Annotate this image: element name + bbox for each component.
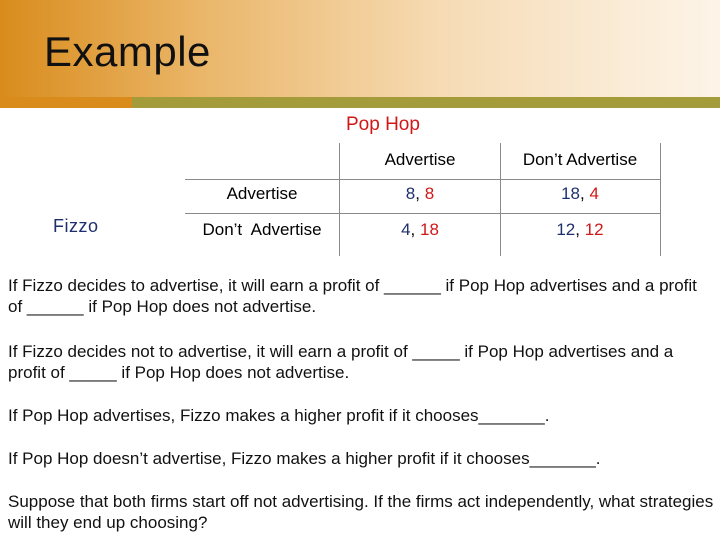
question-1: If Fizzo decides to advertise, it will earn a profit of ______ if Pop Hop advertises and a profit of ______ if Pop Hop does not advertise. [8,276,697,316]
title-underline-accent [132,97,720,108]
payoff-separator: , [415,184,425,203]
payoff-cell-dont-dont [500,220,660,240]
pophop-payoff: 4 [589,184,599,203]
row-header-dont-advertise: Don’t Advertise [202,220,322,239]
slide-title: Example [44,28,211,75]
fizzo-payoff: 18 [561,184,580,203]
column-header-advertise: Advertise [384,150,456,169]
column-player-label: Pop Hop [346,114,420,135]
payoff-separator: , [580,184,590,203]
pophop-payoff: 8 [424,184,435,203]
table-rule-top [185,179,660,180]
pophop-payoff: 12 [584,220,604,239]
question-5: Suppose that both firms start off not advertising. If the firms act independently, what strategies will they end up choosing? [8,492,714,532]
payoff-cell-advertise-dont [500,184,660,204]
fizzo-payoff: 8 [405,184,416,203]
pophop-payoff: 18 [420,220,439,239]
fizzo-payoff: 12 [556,220,576,239]
question-4: If Pop Hop doesn’t advertise, Fizzo makes a higher profit if it chooses_______. [8,449,601,468]
fizzo-payoff: 4 [401,220,411,239]
payoff-cell-dont-advertise [340,220,500,240]
payoff-cell-advertise-advertise [340,184,500,204]
question-3: If Pop Hop advertises, Fizzo makes a higher profit if it chooses_______. [8,406,550,425]
payoff-separator: , [410,220,420,239]
column-header-dont-advertise: Don’t Advertise [522,150,638,169]
row-player-label: Fizzo [53,216,99,236]
table-rule-middle [185,213,660,214]
payoff-separator: , [575,220,585,239]
row-header-advertise: Advertise [226,184,298,203]
question-2: If Fizzo decides not to advertise, it will earn a profit of _____ if Pop Hop advertises and a profit of _____ if Pop Hop does not advertise. [8,342,674,382]
table-rule-right [660,143,661,256]
